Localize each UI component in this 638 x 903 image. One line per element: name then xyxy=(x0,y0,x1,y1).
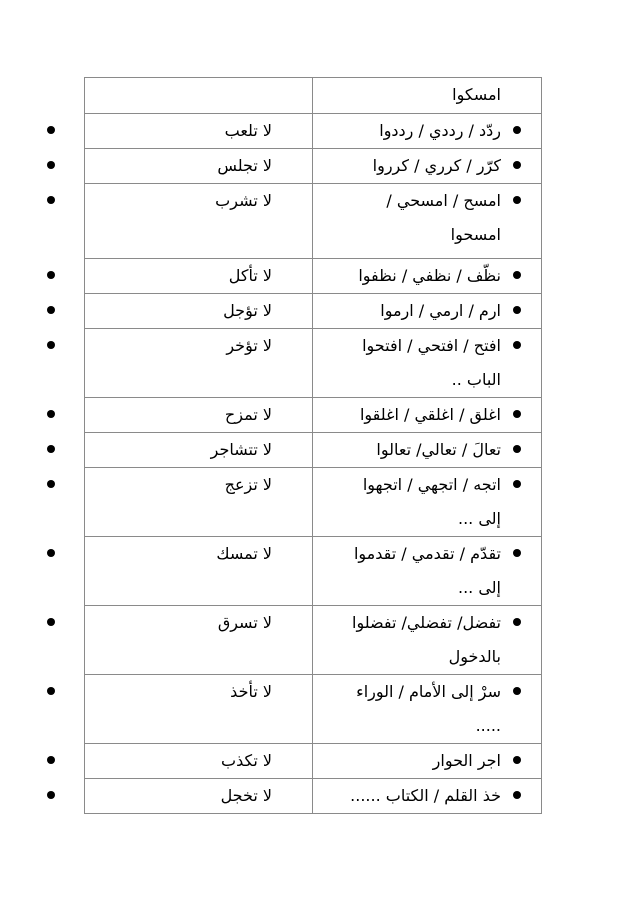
bullet-icon xyxy=(513,341,521,349)
bullet-icon xyxy=(513,271,521,279)
table-row xyxy=(85,675,542,744)
row-left-text: لا تمزح xyxy=(224,405,272,424)
bullet-icon xyxy=(513,618,521,626)
row-right-text: افتح / افتحي / افتحوا الباب .. xyxy=(362,336,501,389)
bullet-icon xyxy=(47,341,55,349)
cell-text: امسكوا xyxy=(452,85,501,104)
cell-content xyxy=(313,78,541,113)
table-row xyxy=(85,184,542,259)
row-left-text: لا تلعب xyxy=(224,121,272,140)
bullet-icon xyxy=(47,791,55,799)
row-left-text: لا تكذب xyxy=(221,751,272,770)
bullet-icon xyxy=(513,687,521,695)
row-right-text: ارم / ارمي / ارموا xyxy=(380,301,501,320)
row-left-text: لا تؤخر xyxy=(226,336,272,355)
row-right-text: امسح / امسحي / امسحوا xyxy=(386,191,501,244)
row-right-text: كرّر / كرري / كرروا xyxy=(372,156,501,175)
row-left-text: لا تأخذ xyxy=(230,682,272,701)
bullet-icon xyxy=(47,480,55,488)
row-left-text: لا تمسك xyxy=(216,544,272,563)
bullet-icon xyxy=(47,271,55,279)
table-row xyxy=(85,433,542,468)
table-row xyxy=(85,779,542,814)
row-left-text: لا تأكل xyxy=(228,266,272,285)
bullet-icon xyxy=(513,126,521,134)
table-row xyxy=(85,329,542,398)
row-left-text: لا تزعج xyxy=(224,475,272,494)
bullet-icon xyxy=(47,687,55,695)
row-right-text: سرْ إلى الأمام / الوراء ..... xyxy=(356,682,501,735)
bullet-icon xyxy=(513,480,521,488)
bullet-icon xyxy=(47,410,55,418)
row-right-text: خذ القلم / الكتاب ...... xyxy=(350,786,501,805)
table-row xyxy=(85,294,542,329)
table-row xyxy=(85,744,542,779)
table-cell-left xyxy=(85,78,313,114)
row-right-text: نظّف / نظفي / نظفوا xyxy=(358,266,501,285)
table-row xyxy=(85,606,542,675)
bullet-icon xyxy=(47,126,55,134)
table-row xyxy=(85,114,542,149)
bullet-icon xyxy=(513,306,521,314)
table-row xyxy=(85,149,542,184)
table-row xyxy=(85,468,542,537)
row-right-text: اغلق / اغلقي / اغلقوا xyxy=(359,405,501,424)
table-row xyxy=(85,78,542,114)
bullet-icon xyxy=(47,756,55,764)
row-right-text: تقدّم / تقدمي / تقدموا إلى ... xyxy=(353,544,501,597)
exercise-table xyxy=(84,77,542,814)
row-left-text: لا تؤجل xyxy=(223,301,272,320)
bullet-icon xyxy=(513,161,521,169)
row-left-text: لا تتشاجر xyxy=(210,440,272,459)
row-left-text: لا تخجل xyxy=(220,786,272,805)
row-right-text: اتجه / اتجهي / اتجهوا إلى ... xyxy=(362,475,501,528)
bullet-icon xyxy=(47,161,55,169)
bullet-icon xyxy=(513,196,521,204)
row-right-text: اجر الحوار xyxy=(432,751,501,770)
bullet-icon xyxy=(513,445,521,453)
table-cell-right xyxy=(313,78,542,114)
bullet-icon xyxy=(47,306,55,314)
bullet-icon xyxy=(47,445,55,453)
bullet-icon xyxy=(47,618,55,626)
cell-content xyxy=(85,78,312,113)
row-right-text: تعالَ / تعالي/ تعالوا xyxy=(376,440,501,459)
bullet-icon xyxy=(47,196,55,204)
bullet-icon xyxy=(513,791,521,799)
table-row xyxy=(85,259,542,294)
row-left-text: لا تجلس xyxy=(217,156,272,175)
table-row xyxy=(85,537,542,606)
bullet-icon xyxy=(513,549,521,557)
row-right-text: تفضل/ تفضلي/ تفضلوا بالدخول xyxy=(352,613,501,666)
bullet-icon xyxy=(513,410,521,418)
row-left-text: لا تشرب xyxy=(215,191,272,210)
row-left-text: لا تسرق xyxy=(217,613,272,632)
table-row xyxy=(85,398,542,433)
row-right-text: ردّد / رددي / رددوا xyxy=(379,121,501,140)
bullet-icon xyxy=(47,549,55,557)
bullet-icon xyxy=(513,756,521,764)
